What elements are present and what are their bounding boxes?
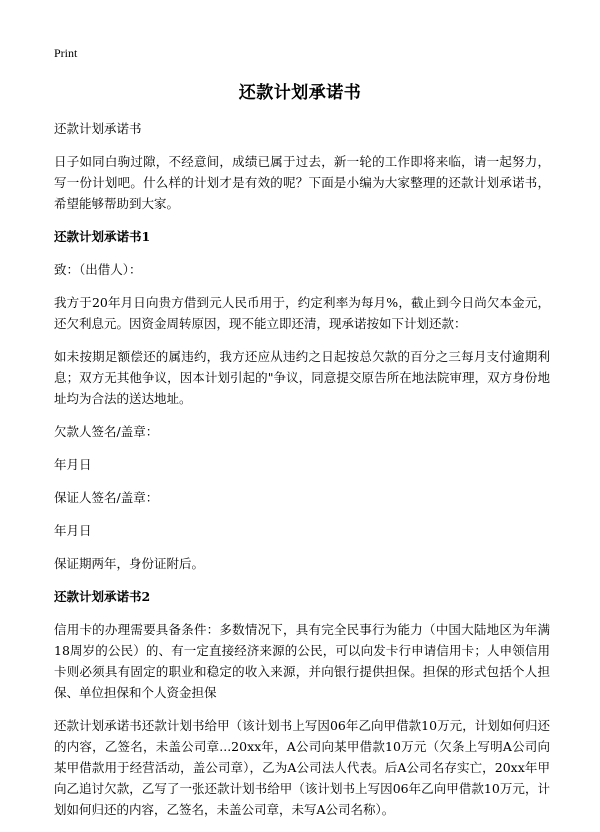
page-title: 还款计划承诺书 [238, 83, 362, 103]
section-heading-1: 还款计划承诺书1 [54, 229, 151, 244]
section1-paragraph-2: 如未按期足额偿还的属违约，我方还应从违约之日起按总欠款的百分之三每月支付逾期利息；双方无其他争议，因本计划引起的"争议，同意提交原告所在地法院审理，双方身份地址均为合法的送达地址。 [54, 349, 550, 406]
debtor-signature-line: 欠款人签名/盖章： [54, 424, 159, 439]
addressee-line: 致：（出借人）： [54, 262, 142, 277]
section1-paragraph-1: 我方于20年月日向贵方借到元人民币用于，约定利率为每月%，截止到今日尚欠本金元，还欠利息元。因资金周转原因，现不能立即还清，现承诺按如下计划还款： [54, 295, 550, 331]
date-line-1: 年月日 [54, 457, 92, 472]
print-link[interactable]: Print [54, 46, 78, 60]
section2-paragraph-1: 信用卡的办理需要具备条件：多数情况下，具有完全民事行为能力（中国大陆地区为年满18周岁的公民）的、有一定直接经济来源的公民，可以向发卡行申请信用卡；人申领信用卡则必须具有固定的职业和稳定的收入来源，并向银行提供担保。担保的形式包括个人担保、单位担保和个人资金担保 [54, 622, 550, 700]
section-heading-2: 还款计划承诺书2 [54, 589, 151, 604]
section2-paragraph-2: 还款计划承诺书还款计划书给甲（该计划书上写因06年乙向甲借款10万元，计划如何归还的内容，乙签名，未盖公司章...20xx年，A公司向某甲借款10万元（欠条上写明A公司向某甲借款用于经营活动，盖公司章），乙为A公司法人代表。后A公司名存实亡，20xx年甲向乙追讨欠款，乙写了一张还款计划书给甲（该计划书上写因06年乙向甲借款10万元，计划如何归还的内容，乙签名，未盖公司章，未写A公司名称）。 [54, 718, 550, 817]
intro-paragraph: 日子如同白驹过隙，不经意间，成绩已属于过去，新一轮的工作即将来临，请一起努力，写一份计划吧。什么样的计划才是有效的呢？下面是小编为大家整理的还款计划承诺书，希望能够帮助到大家。 [54, 154, 550, 211]
guarantor-signature-line: 保证人签名/盖章： [54, 490, 159, 505]
date-line-2: 年月日 [54, 523, 92, 538]
guarantee-period-line: 保证期两年，身份证附后。 [54, 556, 205, 571]
subtitle: 还款计划承诺书 [54, 121, 142, 136]
article-body [54, 118, 550, 832]
